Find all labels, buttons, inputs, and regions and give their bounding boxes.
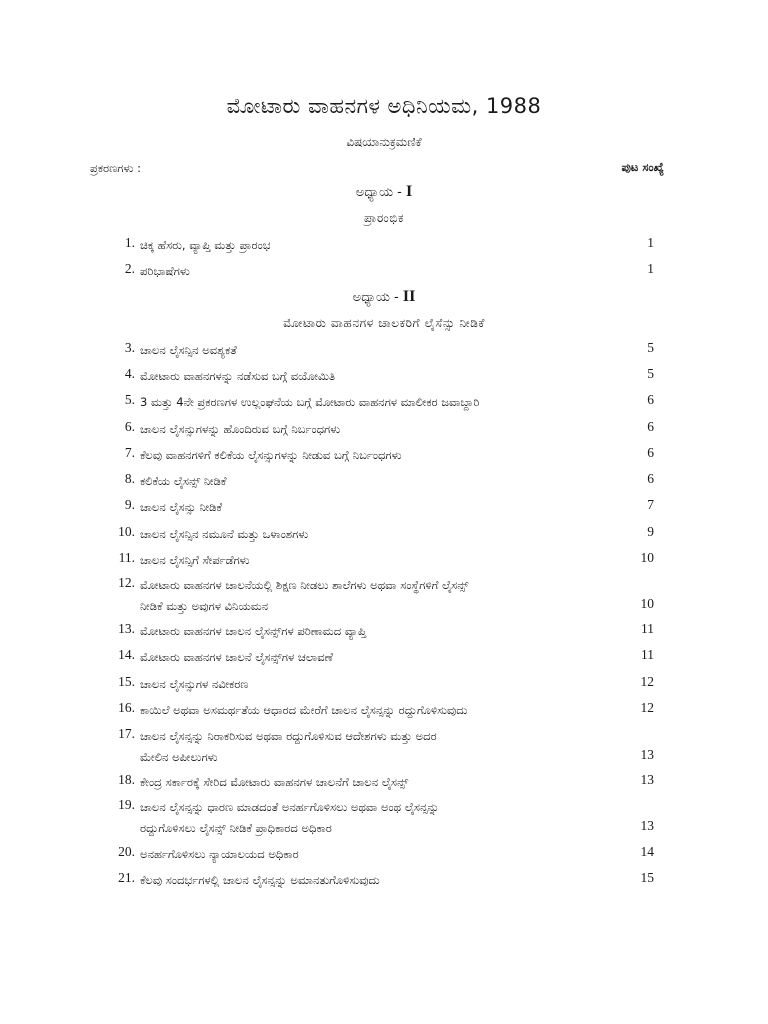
page-number: 6 [647, 471, 654, 486]
page-number: 11 [641, 621, 654, 636]
section-number: 2. [124, 261, 135, 276]
page-number: 10 [640, 550, 654, 565]
section-number: 15. [118, 674, 135, 689]
document-title: ಮೋಟಾರು ವಾಹನಗಳ ಅಧಿನಿಯಮ, 1988 [226, 94, 542, 118]
section-number: 20. [118, 844, 135, 859]
section-number: 18. [118, 772, 135, 787]
chapter-heading [0, 183, 768, 201]
section-number: 11. [118, 550, 135, 565]
section-title: ಕೇಂದ್ರ ಸರ್ಕಾರಕ್ಕೆ ಸೇರಿದ ಮೋಟಾರು ವಾಹನಗಳ ಚಾಲನೆಗೆ ಚಾಲನ ಲೈಸನ್ಸ್ [140, 775, 409, 789]
page-number: 1 [647, 235, 654, 250]
section-number: 1. [124, 235, 135, 250]
section-title: ಚಾಲನ ಲೈಸನ್ಸುಗಳ ನವೀಕರಣ [140, 677, 249, 691]
chapter-subtitle: ಮೋಟಾರು ವಾಹನಗಳ ಚಾಲಕರಿಗೆ ಲೈಸೆನ್ಸು ನೀಡಿಕೆ [283, 316, 485, 330]
page-number: 5 [647, 366, 654, 381]
section-number: 8. [124, 471, 135, 486]
section-number: 4. [124, 366, 135, 381]
section-title: ಕೆಲವು ವಾಹನಗಳಿಗೆ ಕಲಿಕೆಯ ಲೈಸನ್ಸುಗಳನ್ನು ನೀಡುವ ಬಗ್ಗೆ ನಿರ್ಬಂಧಗಳು [140, 448, 402, 462]
section-title: ಚಾಲನ ಲೈಸನ್ಸನ್ನು ಧಾರಣ ಮಾಡದಂತೆ ಅನರ್ಹಗೊಳಿಸಲು ಅಥವಾ ಅಂಥ ಲೈಸನ್ಸನ್ನು ರದ್ದುಗೊಳಿಸಲು ಲೈಸನ್ಸ್ ನೀಡಿಕೆ ಪ್ರಾಧಿಕಾರದ ಅಧಿಕಾರ [140, 800, 440, 835]
section-title: ಚಾಲನ ಲೈಸನ್ಸು ನೀಡಿಕೆ [140, 500, 223, 514]
section-title: ಅನರ್ಹಗೊಳಿಸಲು ನ್ಯಾಯಾಲಯದ ಅಧಿಕಾರ [140, 847, 299, 861]
section-number: 7. [124, 445, 135, 460]
page-number: 6 [647, 392, 654, 407]
section-title: ಕೆಲವು ಸಂದರ್ಭಗಳಲ್ಲಿ ಚಾಲನ ಲೈಸನ್ಸನ್ನು ಅಮಾನತುಗೊಳಿಸುವುದು [140, 873, 380, 887]
page-number: 13 [640, 772, 654, 787]
section-number: 3. [124, 340, 135, 355]
section-number: 5. [124, 392, 135, 407]
chapter-subtitle: ಪ್ರಾರಂಭಿಕ [364, 211, 404, 225]
page-number-label: ಪುಟ ಸಂಖ್ಯೆ [621, 160, 664, 174]
page-number: 1 [647, 261, 654, 276]
chapter-number: II [402, 288, 416, 305]
section-title: ಚಾಲನ ಲೈಸನ್ಸಿನ ಅವಶ್ಯಕತೆ [140, 343, 237, 357]
page-number: 11 [641, 647, 654, 662]
section-number: 13. [118, 621, 135, 636]
section-title: ಮೋಟಾರು ವಾಹನಗಳ ಚಾಲನೆ ಲೈಸನ್ಸ್‌ಗಳ ಚಲಾವಣೆ [140, 650, 333, 664]
page-number: 10 [640, 596, 654, 611]
section-title: ಚಾಲನ ಲೈಸನ್ಸಿಗೆ ಸೇರ್ಪಡೆಗಳು [140, 553, 250, 567]
section-title: 3 ಮತ್ತು 4ನೇ ಪ್ರಕರಣಗಳ ಉಲ್ಲಂಘನೆಯ ಬಗ್ಗೆ ಮೋಟಾರು ವಾಹನಗಳ ಮಾಲೀಕರ ಜವಾಬ್ದಾರಿ [140, 395, 480, 409]
page-number: 6 [647, 445, 654, 460]
page-number: 5 [647, 340, 654, 355]
section-title: ಪರಿಭಾಷೆಗಳು [140, 264, 190, 278]
page-number: 12 [640, 674, 654, 689]
chapter-heading [0, 288, 768, 306]
section-number: 19. [118, 797, 135, 812]
page-number: 13 [640, 818, 654, 833]
section-title: ಮೋಟಾರು ವಾಹನಗಳ ಚಾಲನ ಲೈಸನ್ಸ್‌ಗಳ ಪರಿಣಾಮದ ವ್ಯಾಪ್ತಿ [140, 624, 367, 638]
section-number: 12. [118, 575, 135, 590]
contents-heading: ವಿಷಯಾನುಕ್ರಮಣಿಕೆ [346, 135, 422, 149]
section-number: 14. [118, 647, 135, 662]
section-title: ಮೋಟಾರು ವಾಹನಗಳನ್ನು ನಡೆಸುವ ಬಗ್ಗೆ ವಯೋಮಿತಿ [140, 369, 336, 383]
chapter-word: ಅಧ್ಯಾಯ - [355, 185, 402, 200]
chapter-word: ಅಧ್ಯಾಯ - [352, 290, 399, 305]
section-number: 21. [118, 870, 135, 885]
page-number: 7 [647, 497, 654, 512]
sections-label: ಪ್ರಕರಣಗಳು : [90, 161, 141, 175]
page-number: 12 [640, 700, 654, 715]
section-title: ಚಾಲನ ಲೈಸನ್ಸನ್ನು ನಿರಾಕರಿಸುವ ಅಥವಾ ರದ್ದುಗೊಳಿಸುವ ಆದೇಶಗಳು ಮತ್ತು ಅದರ ಮೇಲಿನ ಅಪೀಲುಗಳು [140, 729, 437, 764]
page-number: 14 [640, 844, 654, 859]
section-title: ಕಲಿಕೆಯ ಲೈಸನ್ಸ್ ನೀಡಿಕೆ [140, 474, 227, 488]
section-title: ಚಾಲನ ಲೈಸನ್ಸುಗಳನ್ನು ಹೊಂದಿರುವ ಬಗ್ಗೆ ನಿರ್ಬಂಧಗಳು [140, 422, 341, 436]
section-number: 17. [118, 726, 135, 741]
page-number: 13 [640, 747, 654, 762]
page-number: 6 [647, 419, 654, 434]
section-title: ಕಾಯಿಲೆ ಅಥವಾ ಅಸಮರ್ಥತೆಯ ಆಧಾರದ ಮೇರೆಗೆ ಚಾಲನ ಲೈಸನ್ಸನ್ನು ರದ್ದುಗೊಳಿಸುವುದು [140, 703, 468, 717]
section-title: ಚಿಕ್ಕ ಹೆಸರು, ವ್ಯಾಪ್ತಿ ಮತ್ತು ಪ್ರಾರಂಭ [140, 238, 271, 252]
section-number: 16. [118, 700, 135, 715]
page-number: 9 [647, 524, 654, 539]
section-number: 9. [124, 497, 135, 512]
section-title: ಚಾಲನ ಲೈಸನ್ಸಿನ ನಮೂನೆ ಮತ್ತು ಒಳಾಂಶಗಳು [140, 527, 309, 541]
section-title: ಮೋಟಾರು ವಾಹನಗಳ ಚಾಲನೆಯಲ್ಲಿ ಶಿಕ್ಷಣ ನೀಡಲು ಶಾಲೆಗಳು ಅಥವಾ ಸಂಸ್ಥೆಗಳಿಗೆ ಲೈಸನ್ಸ್ ನೀಡಿಕೆ ಮತ್ತು ಅವುಗಳ ವಿನಿಯಮನ [140, 578, 469, 613]
page-number: 15 [640, 870, 654, 885]
section-number: 10. [118, 524, 135, 539]
section-number: 6. [124, 419, 135, 434]
chapter-number: I [406, 183, 413, 200]
